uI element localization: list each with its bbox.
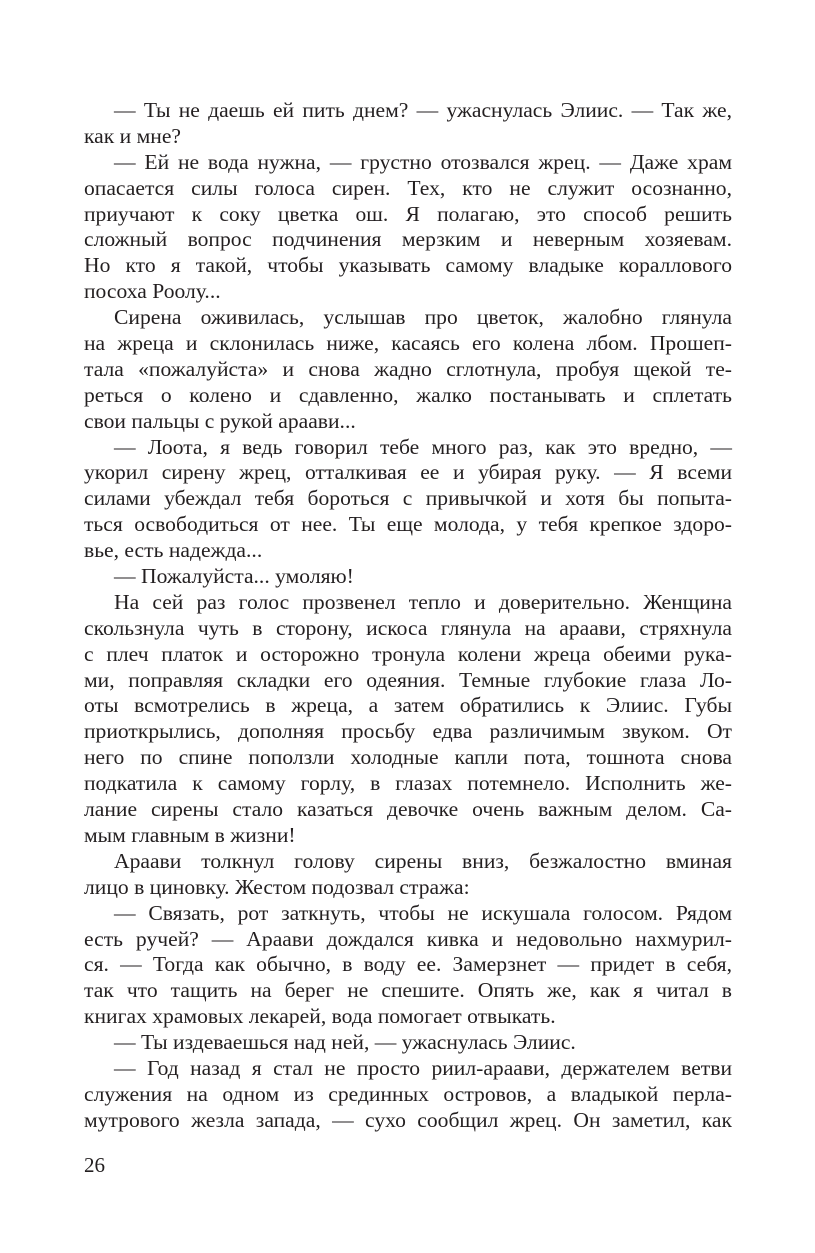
- text-line: вье, есть надежда...: [84, 538, 263, 563]
- text-line: приучают к соку цветка ош. Я полагаю, это способ решить: [84, 201, 732, 226]
- text-line: свои пальцы с рукой араави...: [84, 408, 356, 433]
- text-line: приоткрылись, дополняя просьбу едва различимым звуком. От: [84, 719, 732, 744]
- text-line: как и мне?: [84, 123, 181, 148]
- text-line: мым главным в жизни!: [84, 822, 296, 847]
- text-line: Но кто я такой, чтобы указывать самому владыке кораллового: [84, 253, 732, 278]
- text-line: Сирена оживилась, услышав про цветок, жалобно глянула: [114, 305, 732, 330]
- text-line: скользнула чуть в сторону, искоса глянула на араави, стряхнула: [84, 615, 732, 640]
- text-line: — Год назад я стал не просто риил-араави, держателем ветви: [114, 1055, 732, 1080]
- text-line: Араави толкнул голову сирены вниз, безжалостно вминая: [114, 848, 732, 873]
- page-number: 26: [84, 1153, 105, 1177]
- text-line: есть ручей? — Араави дождался кивка и недовольно нахмурил-: [84, 926, 732, 951]
- text-line: подкатила к самому горлу, в глазах потемнело. Исполнить же-: [84, 771, 732, 796]
- text-line: — Пожалуйста... умоляю!: [114, 564, 354, 589]
- text-line: книгах храмовых лекарей, вода помогает отвыкать.: [84, 1004, 556, 1029]
- text-line: реться о колено и сдавленно, жалко постанывать и сплетать: [84, 382, 732, 407]
- text-line: опасается силы голоса сирен. Тех, кто не служит осознанно,: [84, 175, 732, 200]
- text-line: сложный вопрос подчинения мерзким и неверным хозяевам.: [84, 227, 732, 252]
- text-line: На сей раз голос прозвенел тепло и доверительно. Женщина: [114, 589, 732, 614]
- text-line: него по спине поползли холодные капли пота, тошнота снова: [84, 745, 732, 770]
- text-line: — Связать, рот заткнуть, чтобы не искушала голосом. Рядом: [114, 900, 732, 925]
- text-line: оты всмотрелись в жреца, а затем обратились к Элиис. Губы: [84, 693, 732, 718]
- text-line: ми, поправляя складки его одеяния. Темные глубокие глаза Ло-: [84, 667, 732, 692]
- text-line: мутрового жезла запада, — сухо сообщил жрец. Он заметил, как: [84, 1107, 732, 1132]
- text-line: укорил сирену жрец, отталкивая ее и убирая руку. — Я всеми: [84, 460, 732, 485]
- text-line: — Лоота, я ведь говорил тебе много раз, как это вредно, —: [114, 434, 732, 459]
- text-line: с плеч платок и осторожно тронула колени жреца обеими рука-: [84, 641, 732, 666]
- text-line: — Ты не даешь ей пить днем? — ужаснулась Элиис. — Так же,: [114, 98, 732, 122]
- text-line: лание сирены стало казаться девочке очень важным делом. Са-: [84, 797, 732, 822]
- text-line: силами убеждал тебя бороться с привычкой и хотя бы попыта-: [84, 486, 732, 511]
- text-line: — Ты издеваешься над ней, — ужаснулась Элиис.: [114, 1030, 576, 1055]
- text-line: тала «пожалуйста» и снова жадно сглотнула, пробуя щекой те-: [84, 356, 732, 381]
- text-line: ся. — Тогда как обычно, в воду ее. Замерзнет — придет в себя,: [84, 952, 732, 977]
- text-line: посоха Роолу...: [84, 279, 221, 304]
- text-line: на жреца и склонилась ниже, касаясь его колена лбом. Прошеп-: [84, 331, 732, 356]
- page-body-text: [84, 98, 732, 1134]
- text-line: ться освободиться от нее. Ты еще молода, у тебя крепкое здоро-: [84, 512, 732, 537]
- text-line: так что тащить на берег не спешите. Опять же, как я читал в: [84, 978, 732, 1003]
- text-line: лицо в циновку. Жестом подозвал стража:: [84, 874, 470, 899]
- text-line: служения на одном из срединных островов, а владыкой перла-: [84, 1081, 732, 1106]
- text-line: — Ей не вода нужна, — грустно отозвался жрец. — Даже храм: [114, 149, 732, 174]
